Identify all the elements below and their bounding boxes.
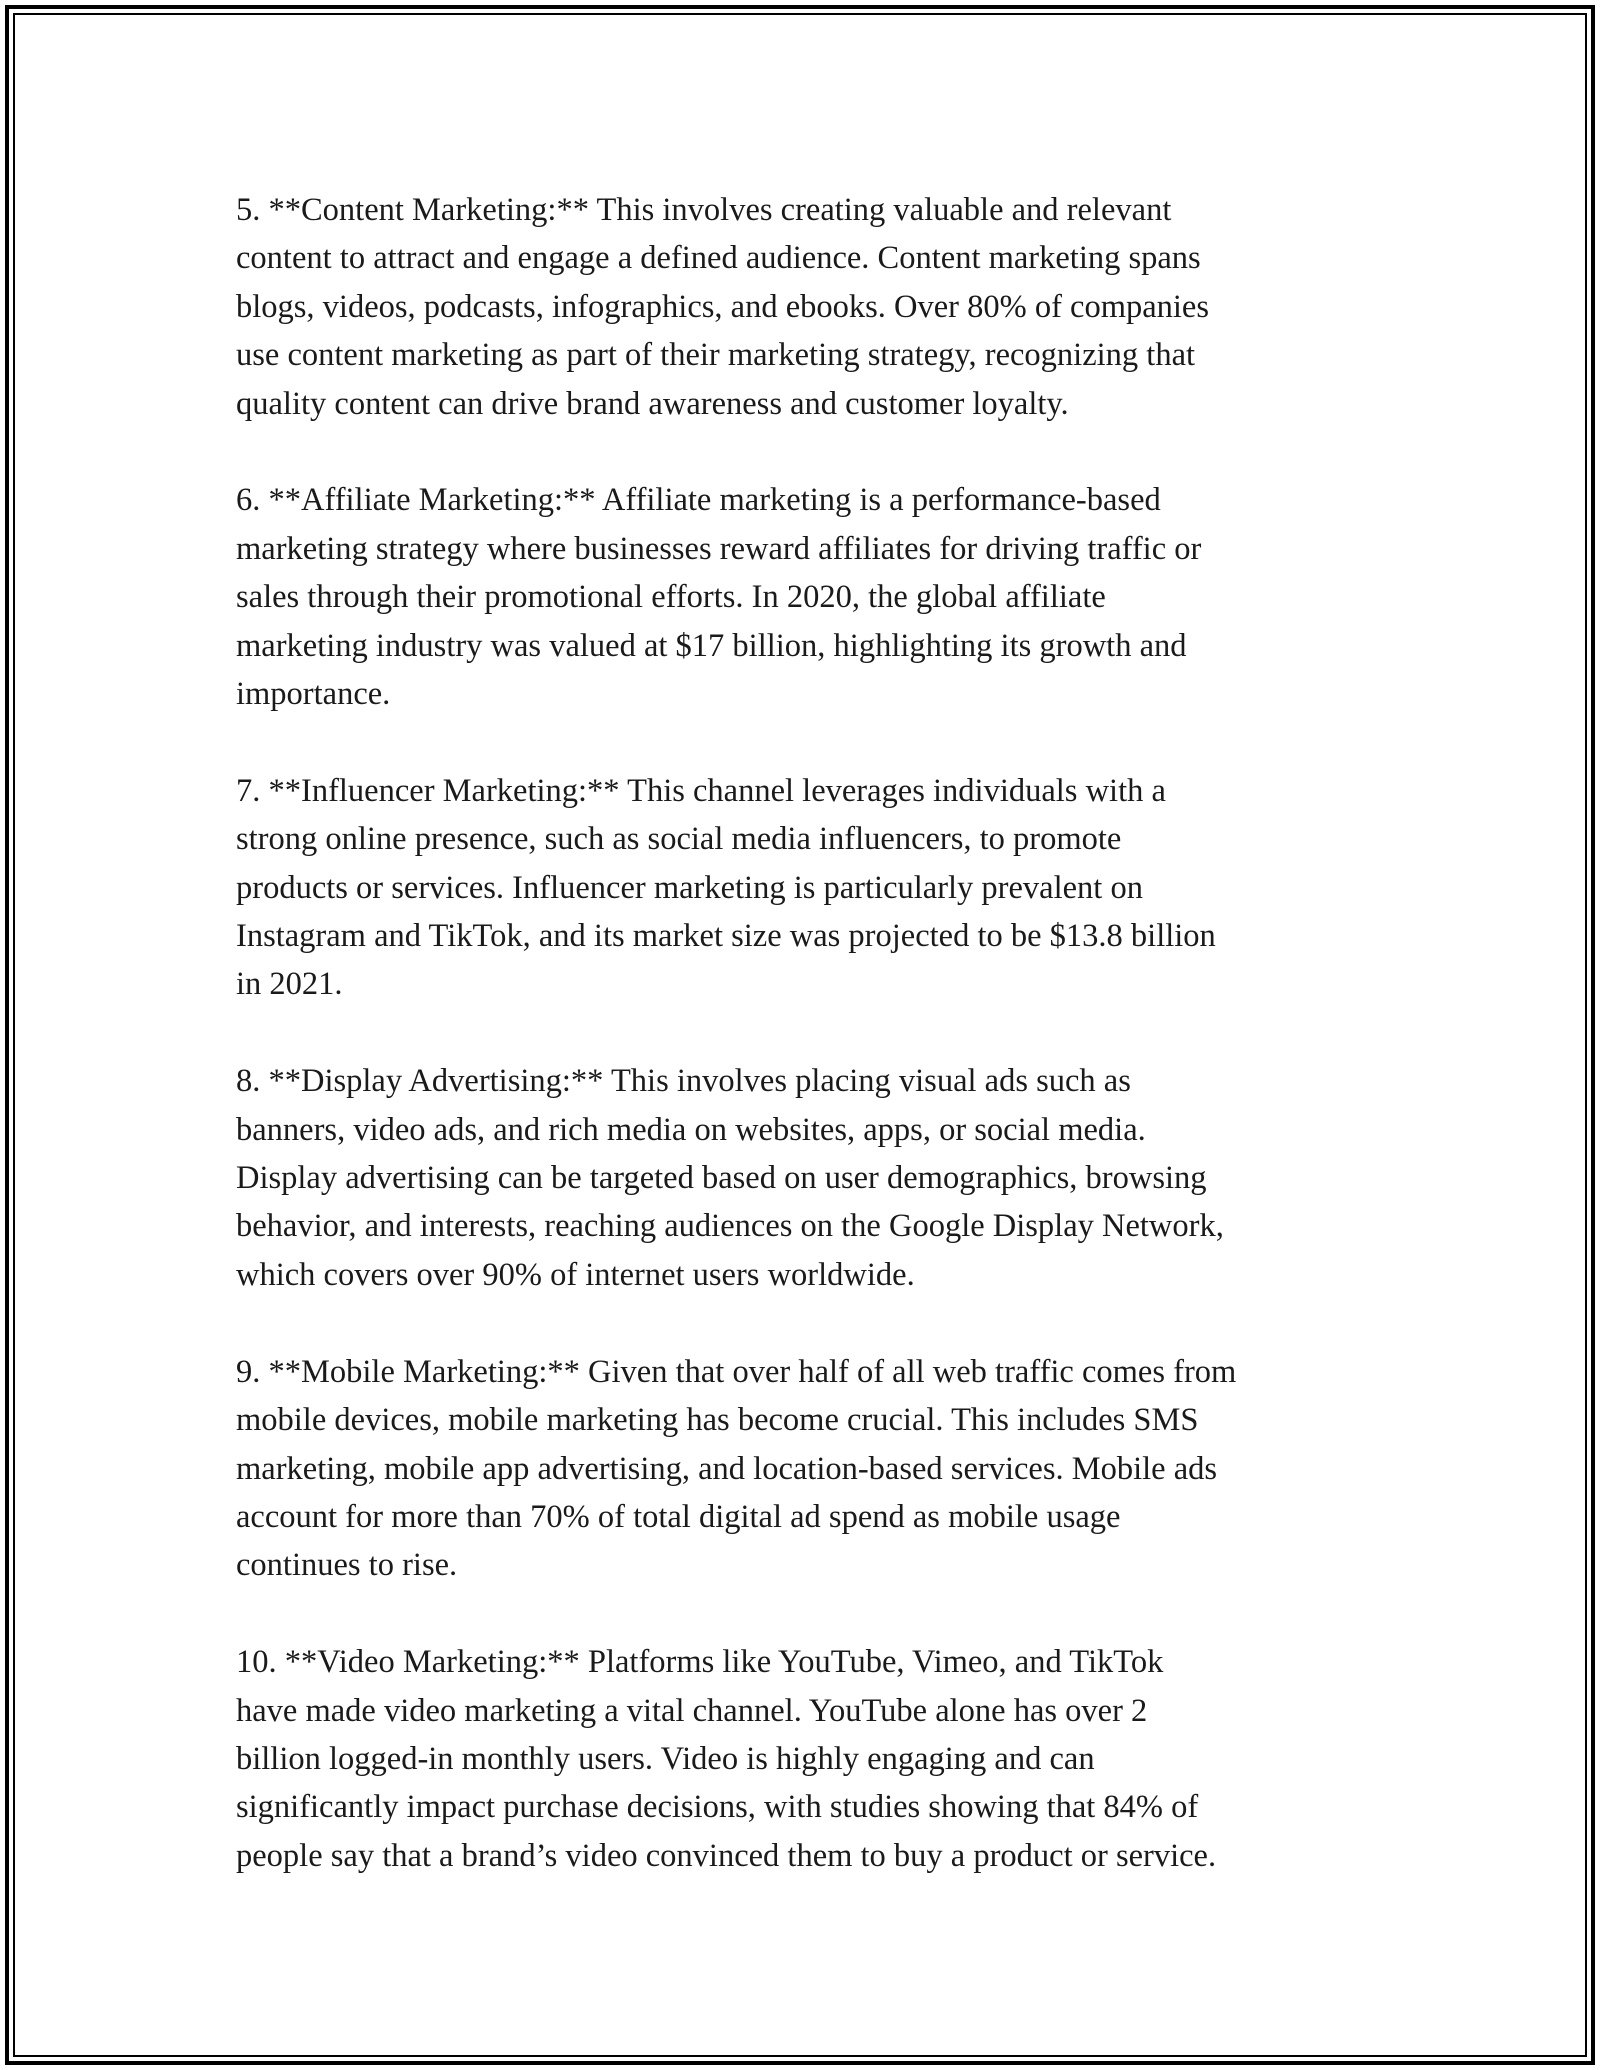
paragraph-content-marketing: 5. **Content Marketing:** This involves creating valuable and relevant content to attract and engage a defined audience. Content marketing spans blogs, videos, podcasts, infographics, and ebooks. Over 80% of companies use content marketing as part of their marketing strategy, recognizing that quality content can drive brand awareness and customer loyalty. (236, 192, 1210, 422)
paragraph-video-marketing: 10. **Video Marketing:** Platforms like YouTube, Vimeo, and TikTok have made video marketing a vital channel. YouTube alone has over 2 billion logged-in monthly users. Video is highly engaging and can significantly impact purchase decisions, with studies showing that 84% of people say that a brand’s video convinced them to buy a product or service. (236, 1644, 1217, 1874)
paragraph-mobile-marketing: 9. **Mobile Marketing:** Given that over half of all web traffic comes from mobile devices, mobile marketing has become crucial. This includes SMS marketing, mobile app advertising, and location-based services. Mobile ads account for more than 70% of total digital ad spend as mobile usage continues to rise. (236, 1353, 1237, 1584)
paragraph-influencer-marketing: 7. **Influencer Marketing:** This channel leverages individuals with a strong online presence, such as social media influencers, to promote products or services. Influencer marketing is particularly prevalent on Instagram and TikTok, and its market size was projected to be $13.8 billion in 2021. (236, 772, 1216, 1003)
document-body (236, 186, 1376, 1880)
paragraph-affiliate-marketing: 6. **Affiliate Marketing:** Affiliate marketing is a performance-based marketing strategy where businesses reward affiliates for driving traffic or sales through their promotional efforts. In 2020, the global affiliate marketing industry was valued at $17 billion, highlighting its growth and importance. (236, 482, 1202, 713)
paragraph-display-advertising: 8. **Display Advertising:** This involves placing visual ads such as banners, video ads, and rich media on websites, apps, or social media. Display advertising can be targeted based on user demographics, browsing behavior, and interests, reaching audiences on the Google Display Network, which covers over 90% of internet users worldwide. (236, 1063, 1224, 1293)
